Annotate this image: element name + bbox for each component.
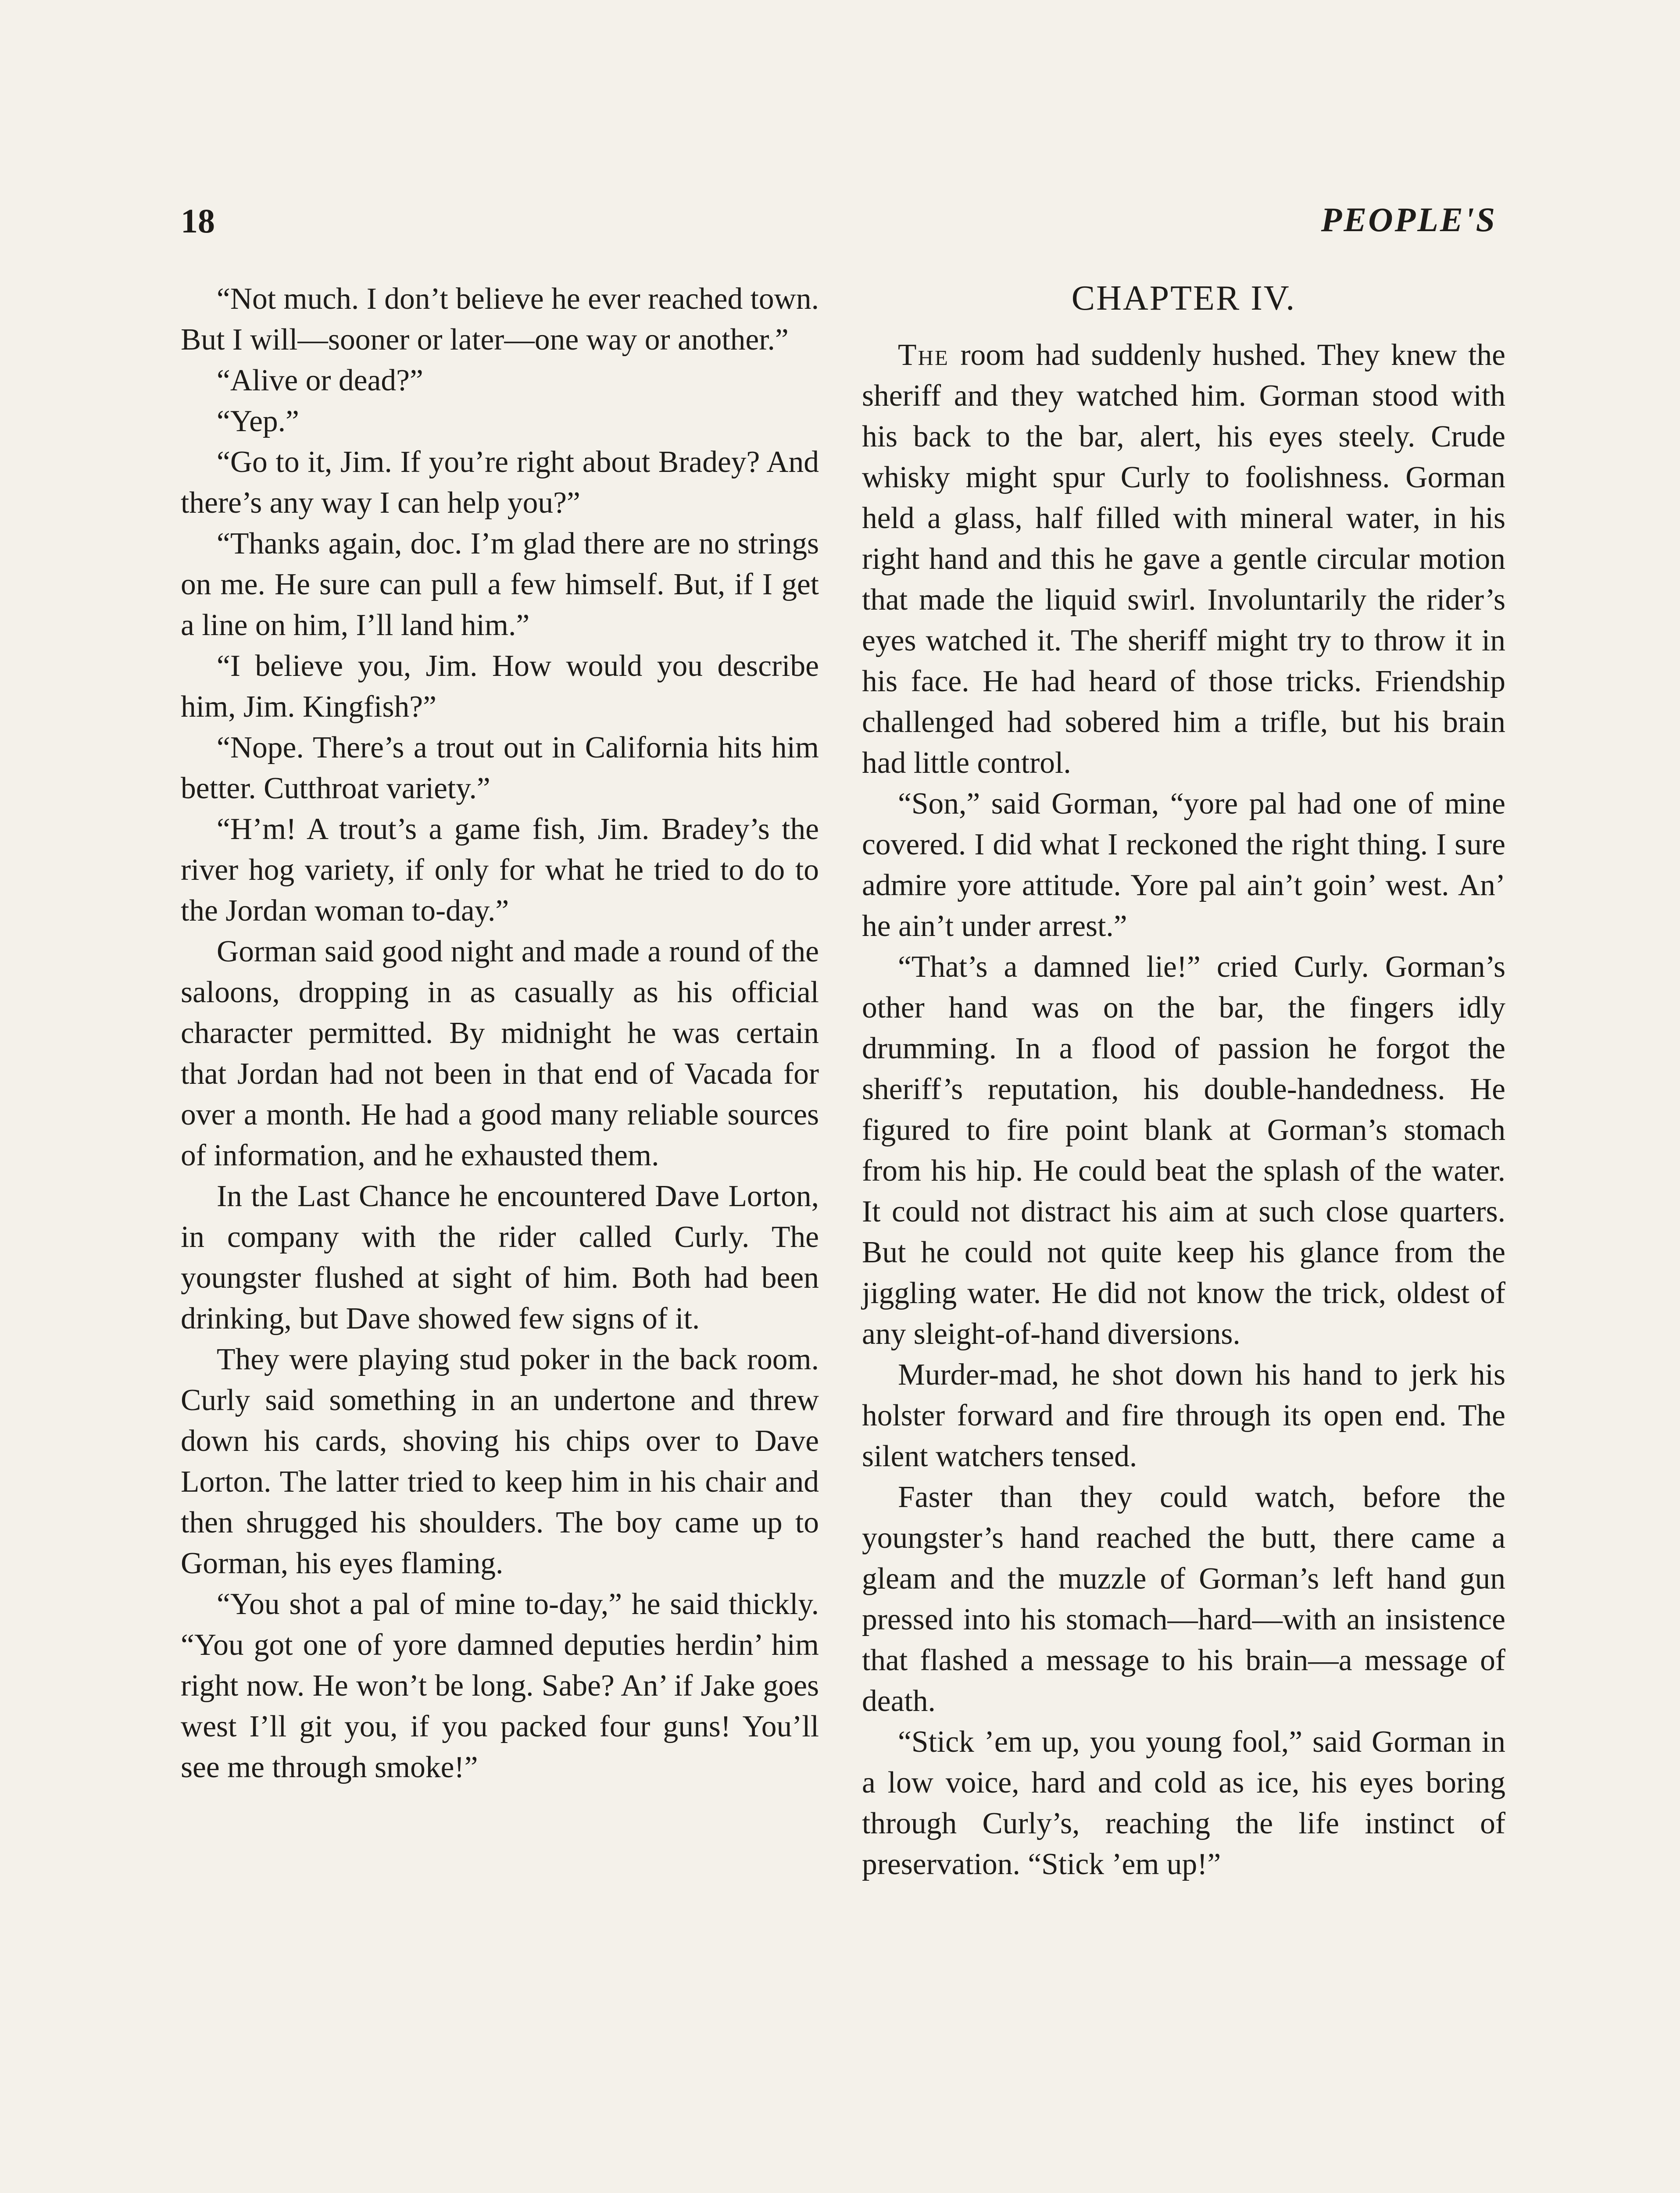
paragraph: “Go to it, Jim. If you’re right about Bradey? And there’s any way I can help you?” [181, 445, 819, 520]
paragraph: “Alive or dead?” [217, 364, 423, 397]
chapter-heading: CHAPTER IV. [1071, 279, 1296, 318]
paragraph: “Stick ’em up, you young fool,” said Gorman in a low voice, hard and cold as ice, his eyes boring through Curly’s, reaching the life instinct of preservation. “Stick ’em up!” [862, 1725, 1505, 1881]
paragraph: “Thanks again, doc. I’m glad there are no strings on me. He sure can pull a few himself. But, if I get a line on him, I’ll land him.” [181, 527, 819, 642]
paragraph: “That’s a damned lie!” cried Curly. Gorman’s other hand was on the bar, the fingers idly drumming. In a flood of passion he forgot the sheriff’s reputation, his double-handedness. He figured to fire point blank at Gorman’s stomach from his hip. He could beat the splash of the water. It could not distract his aim at such close quarters. But he could not quite keep his glance from the jiggling water. He did not know the trick, oldest of any sleight-of-hand diversions. [862, 950, 1505, 1351]
paragraph: “You shot a pal of mine to-day,” he said thickly. “You got one of yore damned deputies herdin’ him right now. He won’t be long. Sabe? An’ if Jake goes west I’ll git you, if you packed four guns! You’ll see me through smoke!” [181, 1587, 819, 1784]
paragraph: Faster than they could watch, before the youngster’s hand reached the butt, there came a gleam and the muzzle of Gorman’s left hand gun pressed into his stomach—hard—with an insistence that flashed a message to his brain—a message of death. [862, 1480, 1505, 1718]
right-column [862, 279, 1505, 1885]
opening-text: room had suddenly hushed. They knew the sheriff and they watched him. Gorman stood with his back to the bar, alert, his eyes steely. Crude whisky might spur Curly to foolishness. Gorman held a glass, half filled with mineral water, in his right hand and this he gave a gentle circular motion that made the liquid swirl. Involuntarily the rider’s eyes watched it. The sheriff might try to throw it in his face. He had heard of those tricks. Friendship challenged had sobered him a trifle, but his brain had little control. [862, 338, 1505, 780]
opening-word: The [898, 338, 949, 372]
paragraph: Murder-mad, he shot down his hand to jerk his holster forward and fire through its open end. The silent watchers tensed. [862, 1358, 1505, 1473]
paragraph: “I believe you, Jim. How would you describe him, Jim. Kingfish?” [181, 649, 819, 724]
paragraph: They were playing stud poker in the back room. Curly said something in an undertone and threw down his cards, shoving his chips over to Dave Lorton. The latter tried to keep him in his chair and then shrugged his shoulders. The boy came up to Gorman, his eyes flaming. [181, 1343, 819, 1580]
left-column [181, 279, 819, 1788]
paragraph: Gorman said good night and made a round of the saloons, dropping in as casually as his official character permitted. By midnight he was certain that Jordan had not been in that end of Vacada for over a month. He had a good many reliable sources of information, and he exhausted them. [181, 935, 819, 1172]
paragraph: “Yep.” [217, 404, 299, 438]
paragraph: “Son,” said Gorman, “yore pal had one of mine covered. I did what I reckoned the right thing. I sure admire yore attitude. Yore pal ain’t goin’ west. An’ he ain’t under arrest.” [862, 787, 1505, 943]
running-head: PEOPLE'S [1321, 200, 1497, 239]
paragraph: “Not much. I don’t believe he ever reached town. But I will—sooner or later—one way or another.” [181, 282, 819, 357]
paragraph: In the Last Chance he encountered Dave Lorton, in company with the rider called Curly. The youngster flushed at sight of him. Both had been drinking, but Dave showed few signs of it. [181, 1179, 819, 1336]
page-number: 18 [181, 202, 215, 240]
chapter-opening-paragraph [862, 335, 1505, 783]
paragraph: “Nope. There’s a trout out in California hits him better. Cutthroat variety.” [181, 731, 819, 805]
paragraph: “H’m! A trout’s a game fish, Jim. Bradey’s the river hog variety, if only for what he tried to do to the Jordan woman to-day.” [181, 812, 819, 928]
